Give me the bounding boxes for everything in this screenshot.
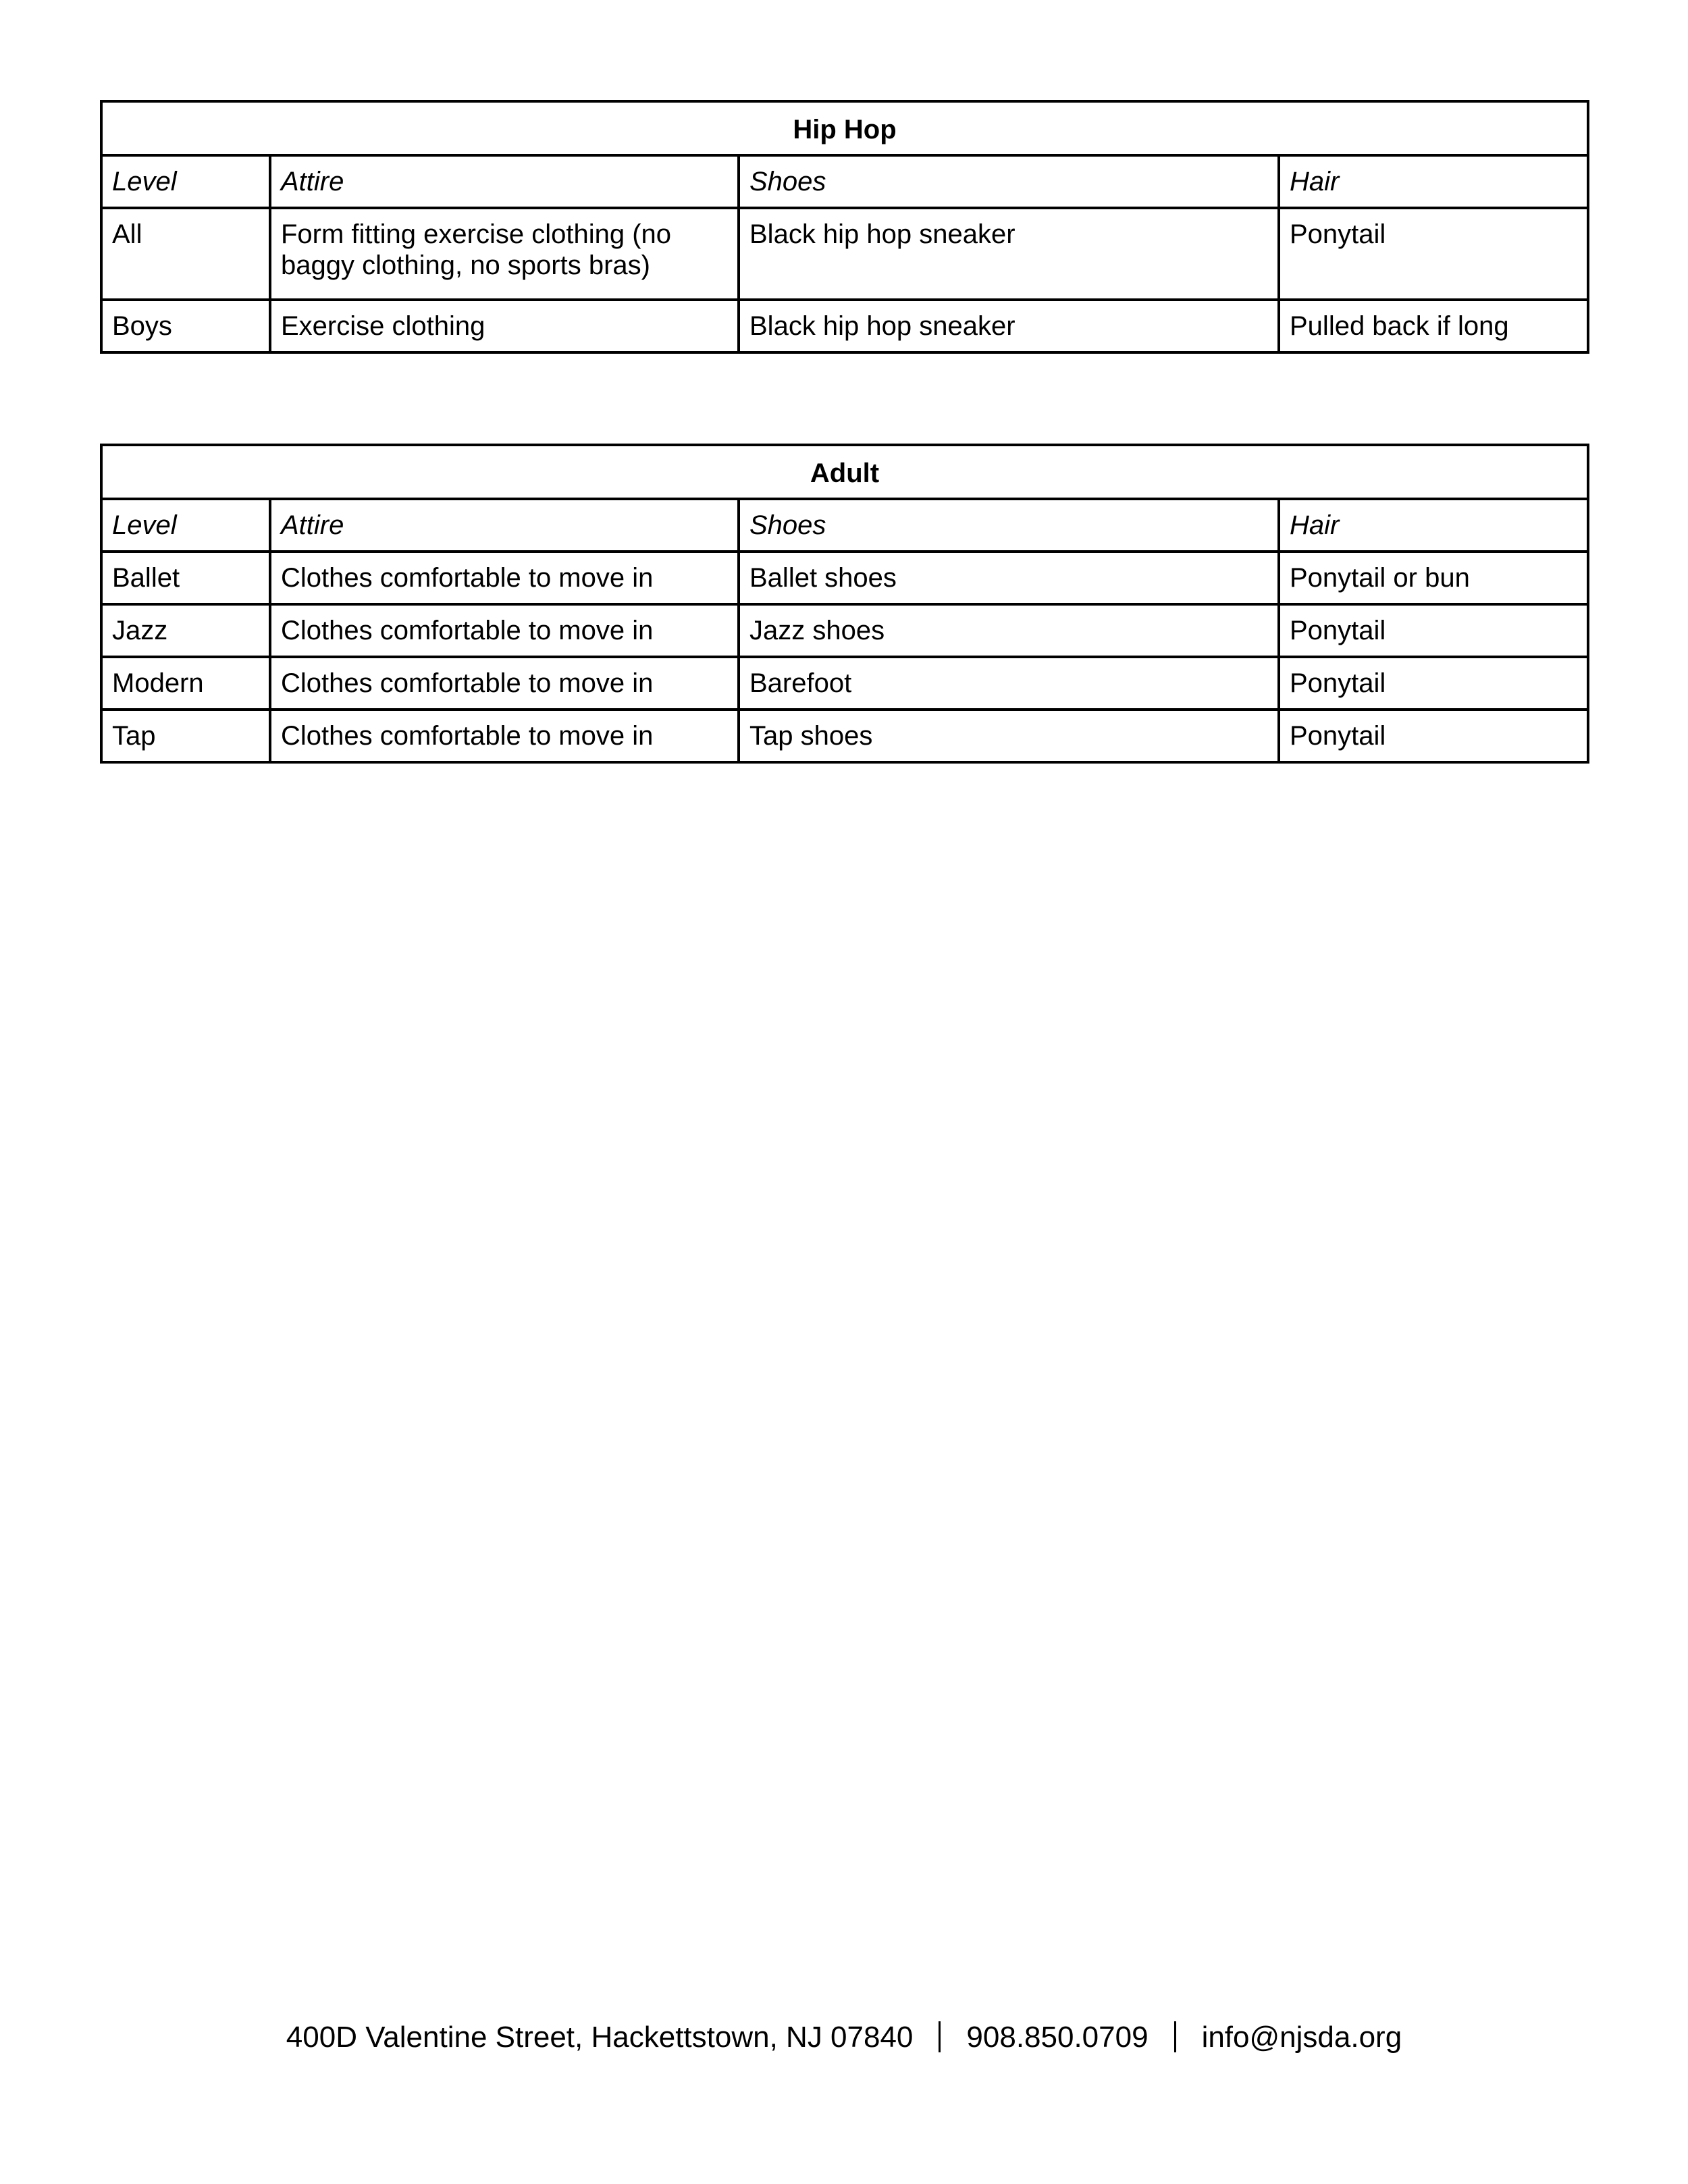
column-header-shoes: Shoes bbox=[739, 499, 1279, 552]
page-footer bbox=[0, 2017, 1688, 2058]
cell-shoes: Ballet shoes bbox=[739, 552, 1279, 604]
cell-hair: Ponytail bbox=[1279, 208, 1588, 300]
footer-phone[interactable]: 908.850.0709 bbox=[966, 2021, 1149, 2054]
footer-email[interactable]: info@njsda.org bbox=[1201, 2021, 1402, 2054]
table-row bbox=[101, 208, 1588, 300]
cell-attire: Exercise clothing bbox=[270, 300, 739, 352]
cell-hair: Ponytail bbox=[1279, 604, 1588, 657]
cell-level: Ballet bbox=[101, 552, 270, 604]
cell-attire: Clothes comfortable to move in bbox=[270, 604, 739, 657]
column-header-attire: Attire bbox=[270, 155, 739, 208]
cell-level: All bbox=[101, 208, 270, 300]
column-header-shoes: Shoes bbox=[739, 155, 1279, 208]
cell-hair: Ponytail bbox=[1279, 657, 1588, 710]
table-title: Adult bbox=[101, 445, 1588, 499]
cell-shoes: Barefoot bbox=[739, 657, 1279, 710]
table-row bbox=[101, 604, 1588, 657]
cell-level: Jazz bbox=[101, 604, 270, 657]
cell-shoes: Tap shoes bbox=[739, 710, 1279, 762]
cell-shoes: Black hip hop sneaker bbox=[739, 300, 1279, 352]
table-row bbox=[101, 300, 1588, 352]
column-header-attire: Attire bbox=[270, 499, 739, 552]
cell-hair: Pulled back if long bbox=[1279, 300, 1588, 352]
cell-level: Tap bbox=[101, 710, 270, 762]
table-row bbox=[101, 657, 1588, 710]
cell-hair: Ponytail bbox=[1279, 710, 1588, 762]
table-row bbox=[101, 552, 1588, 604]
cell-shoes: Black hip hop sneaker bbox=[739, 208, 1279, 300]
table-header-row bbox=[101, 155, 1588, 208]
adult-dress-code-table bbox=[100, 444, 1589, 764]
column-header-hair: Hair bbox=[1279, 155, 1588, 208]
footer-address: 400D Valentine Street, Hackettstown, NJ 07840 bbox=[286, 2021, 914, 2054]
cell-attire: Clothes comfortable to move in bbox=[270, 657, 739, 710]
cell-attire: Clothes comfortable to move in bbox=[270, 552, 739, 604]
cell-attire: Clothes comfortable to move in bbox=[270, 710, 739, 762]
column-header-hair: Hair bbox=[1279, 499, 1588, 552]
footer-divider bbox=[1174, 2021, 1176, 2052]
cell-attire: Form fitting exercise clothing (no baggy clothing, no sports bras) bbox=[270, 208, 739, 300]
column-header-level: Level bbox=[101, 499, 270, 552]
footer-divider bbox=[939, 2021, 941, 2052]
cell-level: Boys bbox=[101, 300, 270, 352]
column-header-level: Level bbox=[101, 155, 270, 208]
table-title: Hip Hop bbox=[101, 101, 1588, 155]
table-header-row bbox=[101, 499, 1588, 552]
table-row bbox=[101, 710, 1588, 762]
cell-level: Modern bbox=[101, 657, 270, 710]
hip-hop-dress-code-table bbox=[100, 100, 1589, 354]
cell-hair: Ponytail or bun bbox=[1279, 552, 1588, 604]
cell-shoes: Jazz shoes bbox=[739, 604, 1279, 657]
